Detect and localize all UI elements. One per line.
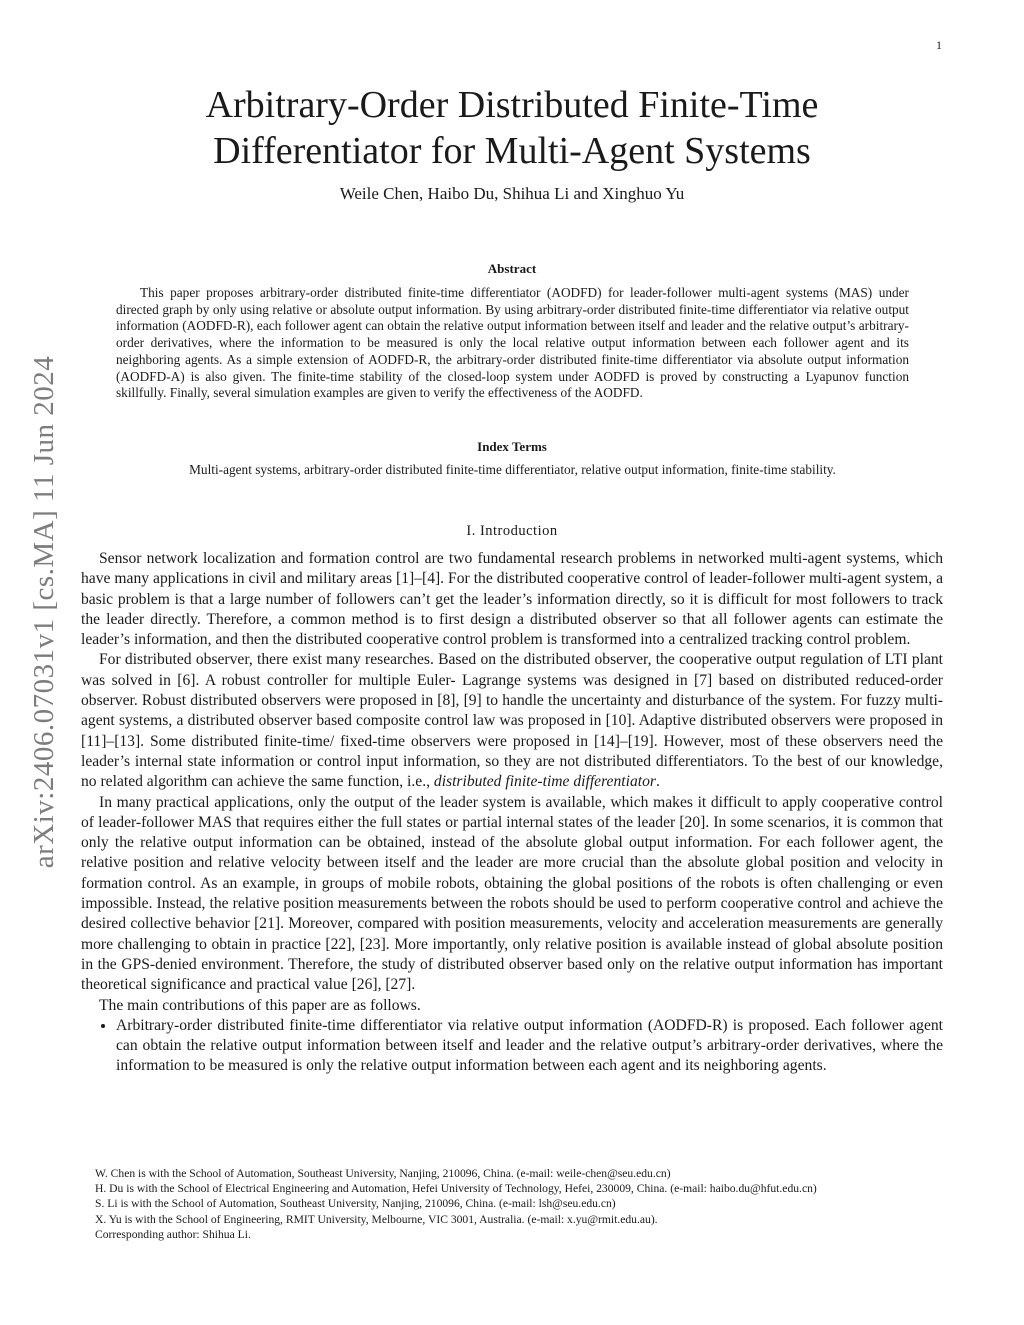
title-line-2: Differentiator for Multi-Agent Systems [213, 130, 811, 172]
paragraph: In many practical applications, only the output of the leader system is available, which makes it difficult to apply cooperative control of leader-follower MAS that requires either the full states or partial internal states of the leader [20]. In some scenarios, it is common that only the relative output information can be obtained, instead of the absolute global output information. For each follower agent, the relative position and relative velocity between itself and the leader are more crucial than the absolute global position and velocity in formation control. As an example, in groups of mobile robots, obtaining the global positions of the robots is often challenging or even impossible. Instead, the relative position measurements between the robots should be used to perform cooperative control and achieve the desired collective behavior [21]. Moreover, compared with position measurements, velocity and acceleration measurements are generally more challenging to obtain in practice [22], [23]. More importantly, only relative position is available instead of global absolute position in the GPS-denied environment. Therefore, the study of distributed observer based only on the relative output information has important theoretical significance and practical value [26], [27]. [81, 793, 943, 994]
footnote: Corresponding author: Shihua Li. [95, 1227, 251, 1241]
page-number: 1 [936, 38, 942, 52]
paper-title [160, 82, 864, 174]
section-heading-introduction: I. Introduction [466, 523, 558, 539]
emphasis-text: distributed finite-time differentiator [433, 773, 656, 791]
list-item: • Arbitrary-order distributed finite-time differentiator via relative output information (AODFD-R) is proposed. Each follower agent can obtain the relative output information between itself and leader and the relative output’s arbitrary-order derivatives, where the information to be measured is only the relative output information between each agent and its neighboring agents. [116, 1016, 943, 1077]
index-terms-text: Multi-agent systems, arbitrary-order distributed finite-time differentiator, relative output information, finite-time stability. [189, 462, 836, 477]
contribution-list [81, 1016, 943, 1077]
footnote: W. Chen is with the School of Automation, Southeast University, Nanjing, 210096, China. (e-mail: weile-chen@seu.edu.cn) [95, 1167, 671, 1180]
paragraph-text: For distributed observer, there exist many researches. Based on the distributed observer, the cooperative output regulation of LTI plant was solved in [6]. A robust controller for multiple Euler- Lagrange systems was designed in [7] based on distributed reduced-order observer. Robust distributed observers were proposed in [8], [9] to handle the uncertainty and disturbance of the system. For fuzzy multi-agent systems, a distributed observer based composite control law was proposed in [10]. Adaptive distributed observers were proposed in [11]–[13]. Some distributed finite-time/ fixed-time observers were proposed in [14]–[19]. However, most of these observers need the leader’s internal state information or control input information, so they are not distributed differentiators. To the best of our knowledge, no related algorithm can achieve the same function, i.e., [81, 651, 943, 791]
paragraph: Sensor network localization and formation control are two fundamental research problems in networked multi-agent systems, which have many applications in civil and military areas [1]–[4]. For the distributed cooperative control of leader-follower multi-agent system, a basic problem is that a large number of followers can’t get the leader’s information directly, so it is difficult for most followers to track the leader directly. Therefore, a common method is to first design a distributed observer so that all follower agents can estimate the leader’s information, and then the distributed cooperative control problem is transformed into a centralized tracking control problem. [81, 550, 943, 649]
paragraph: The main contributions of this paper are as follows. [99, 996, 421, 1014]
author-list: Weile Chen, Haibo Du, Shihua Li and Xinghuo Yu [339, 184, 685, 203]
paragraph-end: . [655, 773, 660, 791]
index-terms-heading: Index Terms [477, 439, 547, 454]
footnote: X. Yu is with the School of Engineering, RMIT University, Melbourne, VIC 3001, Australia. (e-mail: x.yu@rmit.edu.au). [95, 1212, 658, 1226]
footnote: H. Du is with the School of Electrical Engineering and Automation, Hefei University of Technology, Hefei, 230009, China. (e-mail: haibo.du@hfut.edu.cn) [95, 1182, 817, 1196]
title-line-1: Arbitrary-Order Distributed Finite-Time [205, 84, 819, 126]
paragraph [81, 650, 943, 792]
abstract-heading: Abstract [487, 261, 537, 276]
arxiv-identifier: arXiv:2406.07031v1 [cs.MA] 11 Jun 2024 [28, 355, 60, 869]
abstract-text: This paper proposes arbitrary-order distributed finite-time differentiator (AODFD) for leader-follower multi-agent systems (MAS) under directed graph by only using relative or absolute output information. By using arbitrary-order distributed finite-time differentiator via relative output information (AODFD-R), each follower agent can obtain the relative output information between itself and leader and the relative output’s arbitrary-order derivatives, where the information to be measured is only the local relative output information between each follower agent and its neighboring agents. As a simple extension of AODFD-R, the arbitrary-order distributed finite-time differentiator via absolute output information (AODFD-A) is also given. The finite-time stability of the closed-loop system under AODFD is proved by constructing a Lyapunov function skillfully. Finally, several simulation examples are given to verify the effectiveness of the AODFD. [116, 285, 909, 401]
footnotes [95, 1166, 955, 1242]
introduction-body [81, 549, 943, 1077]
footnote: S. Li is with the School of Automation, Southeast University, Nanjing, 210096, China. (e-mail: lsh@seu.edu.cn) [95, 1197, 616, 1211]
